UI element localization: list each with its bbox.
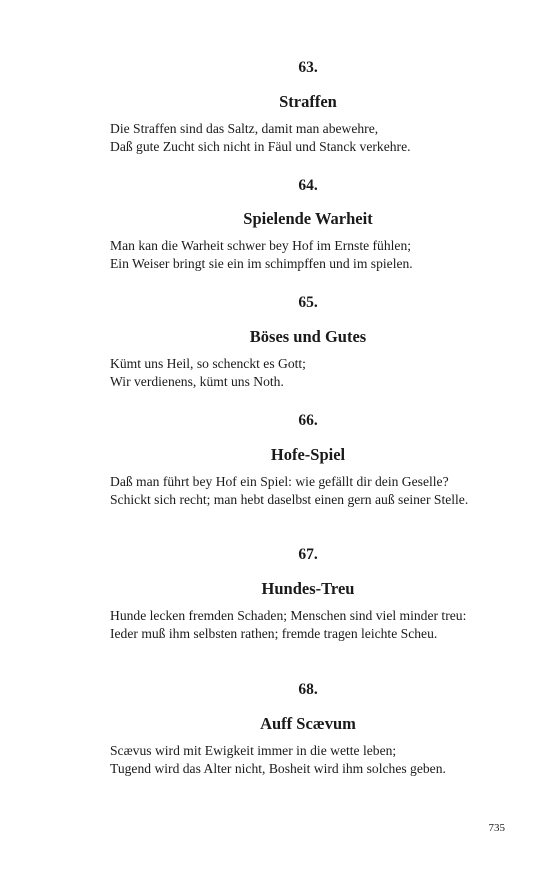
poem-64: [110, 177, 506, 272]
poem-line: Ein Weiser bringt sie ein im schimpffen und im spielen.: [110, 255, 413, 271]
poem-body: [110, 237, 506, 272]
poem-line: Daß gute Zucht sich nicht in Fäul und Stanck verkehre.: [110, 138, 411, 154]
poem-body: [110, 355, 506, 390]
poem-number: 67.: [298, 546, 318, 563]
poem-67: [110, 546, 506, 642]
poem-line: Man kan die Warheit schwer bey Hof im Ernste fühlen;: [110, 238, 412, 253]
poem-68: [110, 681, 506, 777]
poem-line: Kümt uns Heil, so schenckt es Gott;: [110, 356, 306, 371]
poem-title: Hofe-Spiel: [270, 445, 346, 464]
poem-line: Die Straffen sind das Saltz, damit man abewehre,: [110, 121, 379, 136]
poem-66: [110, 412, 506, 508]
poem-line: Daß man führt bey Hof ein Spiel: wie gefällt dir dein Geselle?: [110, 474, 449, 489]
poem-title: Hundes-Treu: [261, 579, 355, 598]
poem-number: 66.: [298, 412, 318, 429]
poem-number: 68.: [298, 681, 318, 698]
page-number: 735: [488, 822, 505, 834]
poem-title: Auff Scævum: [260, 714, 356, 733]
poem-line: Wir verdienens, kümt uns Noth.: [110, 373, 284, 389]
poem-line: Scævus wird mit Ewigkeit immer in die wette leben;: [110, 743, 397, 758]
poem-title: Spielende Warheit: [243, 209, 373, 228]
poem-line: Tugend wird das Alter nicht, Bosheit wird ihm solches geben.: [110, 760, 446, 776]
poem-body: [110, 120, 506, 155]
poem-line: Ieder muß ihm selbsten rathen; fremde tragen leichte Scheu.: [110, 625, 438, 641]
poem-body: [110, 607, 506, 642]
poem-title: Böses und Gutes: [249, 327, 367, 346]
poem-title: Straffen: [279, 92, 337, 111]
poem-number: 65.: [298, 294, 318, 311]
poem-body: [110, 742, 506, 777]
poem-63: [110, 59, 506, 155]
poem-line: Schickt sich recht; man hebt daselbst einen gern auß seiner Stelle.: [110, 491, 469, 507]
poem-number: 63.: [298, 59, 318, 76]
poem-65: [110, 294, 506, 390]
poem-number: 64.: [298, 177, 318, 194]
poem-line: Hunde lecken fremden Schaden; Menschen sind viel minder treu:: [110, 608, 467, 623]
poem-body: [110, 473, 506, 508]
